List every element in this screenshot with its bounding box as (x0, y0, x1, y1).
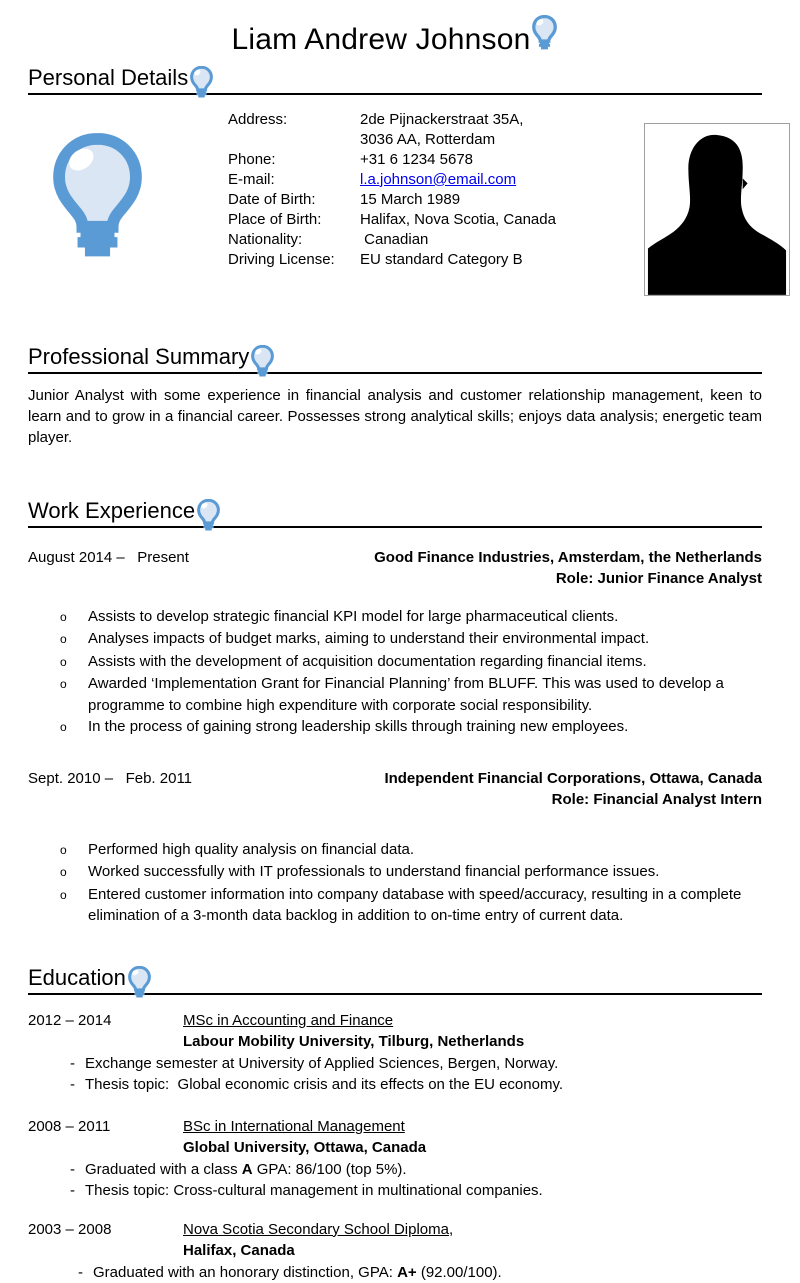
education-school: Labour Mobility University, Tilburg, Netherlands (183, 1032, 525, 1050)
field-date-of-birth (228, 190, 644, 210)
bullet-marker: o (60, 720, 67, 735)
job-role: Role: Financial Analyst Intern (551, 790, 762, 808)
job-dates: August 2014 – Present (28, 548, 189, 566)
bullet-marker: o (60, 865, 67, 880)
section-title-education: Education (28, 964, 126, 990)
education-entry (28, 1116, 762, 1158)
bullet-text: Entered customer information into company database with speed/accuracy, resulting in a complete elimination of a 3-month data backlog in addition to on-time entry of current data. (88, 885, 746, 925)
education-school: Global University, Ottawa, Canada (183, 1138, 427, 1156)
decoration-column (28, 108, 178, 296)
page-title: Liam Andrew Johnson (231, 22, 531, 56)
education-degree-school (183, 1219, 453, 1261)
bullet-marker: o (60, 609, 67, 624)
personal-fields (178, 108, 644, 296)
field-label: Nationality: (228, 230, 303, 248)
list-item (70, 1053, 762, 1074)
bullet-text: In the process of gaining strong leadership skills through training new employees. (88, 718, 629, 736)
bullet-marker: - (70, 1160, 75, 1178)
education-degree-school (183, 1010, 524, 1052)
education-entry (28, 1219, 762, 1261)
lightbulb-icon (189, 65, 214, 100)
work-experience-heading (28, 490, 762, 528)
job-role: Role: Junior Finance Analyst (555, 569, 762, 587)
education-degree-school (183, 1116, 426, 1158)
personal-details-heading (28, 57, 762, 95)
bullet-text: Assists to develop strategic financial KPI model for large pharmaceutical clients. (88, 607, 619, 625)
field-address (228, 110, 644, 130)
person-silhouette-photo (644, 123, 790, 296)
bullet-marker: o (60, 632, 67, 647)
list-item (60, 628, 762, 651)
bullet-text: Assists with the development of acquisition documentation regarding financial items. (88, 652, 647, 670)
education-dates: 2008 – 2011 (28, 1117, 111, 1135)
job-header (28, 547, 762, 589)
list-item (60, 673, 762, 716)
job-header (28, 768, 762, 810)
education-school: Halifax, Canada (183, 1241, 295, 1259)
education-bullet-list (70, 1053, 762, 1095)
bullet-text: Performed high quality analysis on financial data. (88, 840, 415, 858)
field-value: 15 March 1989 (360, 190, 461, 208)
bullet-text: Thesis topic: Global economic crisis and its effects on the EU economy. (85, 1075, 563, 1093)
lightbulb-icon (531, 14, 558, 52)
bullet-marker: - (78, 1263, 83, 1281)
job-bullet-list (28, 606, 762, 739)
field-value: Halifax, Nova Scotia, Canada (360, 210, 556, 228)
education-dates: 2003 – 2008 (28, 1220, 112, 1238)
field-value: 2de Pijnackerstraat 35A, (360, 110, 524, 128)
education-degree: Nova Scotia Secondary School Diploma (183, 1220, 449, 1238)
section-title-work: Work Experience (28, 497, 196, 523)
field-label: Address: (228, 110, 288, 128)
bullet-text: Graduated with a class A GPA: 86/100 (top 5%). (85, 1160, 407, 1178)
field-label: Phone: (228, 150, 276, 168)
field-address-line2 (228, 130, 644, 150)
field-label (228, 130, 360, 150)
bullet-text: Exchange semester at University of Applied Sciences, Bergen, Norway. (85, 1054, 559, 1072)
title-row (28, 14, 762, 57)
field-email (228, 170, 644, 190)
personal-details-block (28, 108, 762, 296)
list-item (70, 1180, 762, 1201)
lightbulb-icon (196, 498, 221, 533)
field-nationality (228, 230, 644, 250)
person-silhouette-icon (645, 124, 789, 295)
bullet-marker: o (60, 677, 67, 692)
field-value: Canadian (360, 230, 429, 248)
education-bullet-list (78, 1262, 762, 1283)
job-dates: Sept. 2010 – Feb. 2011 (28, 769, 193, 787)
list-item (60, 861, 762, 884)
bullet-text: Graduated with an honorary distinction, GPA: A+ (92.00/100). (93, 1263, 502, 1281)
field-value: +31 6 1234 5678 (360, 150, 474, 168)
field-place-of-birth (228, 210, 644, 230)
field-label: E-mail: (228, 170, 275, 188)
job-bullet-list (28, 839, 762, 927)
list-item (78, 1262, 762, 1283)
field-value: 3036 AA, Rotterdam (360, 130, 496, 148)
education-heading (28, 957, 762, 995)
list-item (70, 1159, 762, 1180)
job-company: Independent Financial Corporations, Ottawa, Canada (384, 769, 762, 787)
bullet-text: Awarded ‘Implementation Grant for Financial Planning’ from BLUFF. This was used to develop a programme to combine high expenditure with corporate social responsibility. (88, 675, 729, 714)
email-link[interactable]: l.a.johnson@email.com (360, 170, 517, 188)
education-entry (28, 1010, 762, 1052)
education-degree: MSc in Accounting and Finance (183, 1011, 394, 1029)
lightbulb-icon (250, 344, 275, 379)
bullet-marker: - (70, 1075, 75, 1093)
list-item (60, 839, 762, 862)
bullet-marker: - (70, 1054, 75, 1072)
degree-suffix: , (448, 1220, 454, 1238)
summary-paragraph: Junior Analyst with some experience in financial analysis and customer relationship management, keen to learn and to grow in a financial career. Possesses strong analytical skills; enjoys data analysis; energetic team player. (28, 386, 762, 446)
bullet-marker: - (70, 1181, 75, 1199)
lightbulb-icon (50, 130, 145, 266)
bullet-text: Thesis topic: Cross-cultural management in multinational companies. (85, 1181, 543, 1199)
lightbulb-icon (127, 965, 152, 1000)
section-title-personal: Personal Details (28, 64, 189, 90)
field-label: Place of Birth: (228, 210, 322, 228)
bullet-marker: o (60, 887, 67, 902)
list-item (60, 716, 762, 739)
field-phone (228, 150, 644, 170)
bullet-text: Analyses impacts of budget marks, aiming to understand their environmental impact. (88, 630, 650, 648)
education-degree: BSc in International Management (183, 1117, 405, 1135)
bullet-marker: o (60, 654, 67, 669)
job-company: Good Finance Industries, Amsterdam, the Netherlands (374, 548, 762, 566)
field-driving-license (228, 250, 644, 270)
field-label: Date of Birth: (228, 190, 316, 208)
job-company-role (374, 547, 762, 589)
bullet-text: Worked successfully with IT professionals to understand financial performance issues. (88, 863, 660, 881)
professional-summary-heading (28, 336, 762, 374)
field-value: EU standard Category B (360, 250, 523, 268)
list-item (60, 651, 762, 674)
list-item (70, 1074, 762, 1095)
section-title-summary: Professional Summary (28, 343, 250, 369)
bullet-marker: o (60, 842, 67, 857)
field-label: Driving License: (228, 250, 335, 268)
education-dates: 2012 – 2014 (28, 1011, 112, 1029)
list-item (60, 606, 762, 629)
job-company-role (384, 768, 762, 810)
education-bullet-list (70, 1159, 762, 1201)
list-item (60, 884, 762, 927)
photo-column (644, 123, 790, 296)
